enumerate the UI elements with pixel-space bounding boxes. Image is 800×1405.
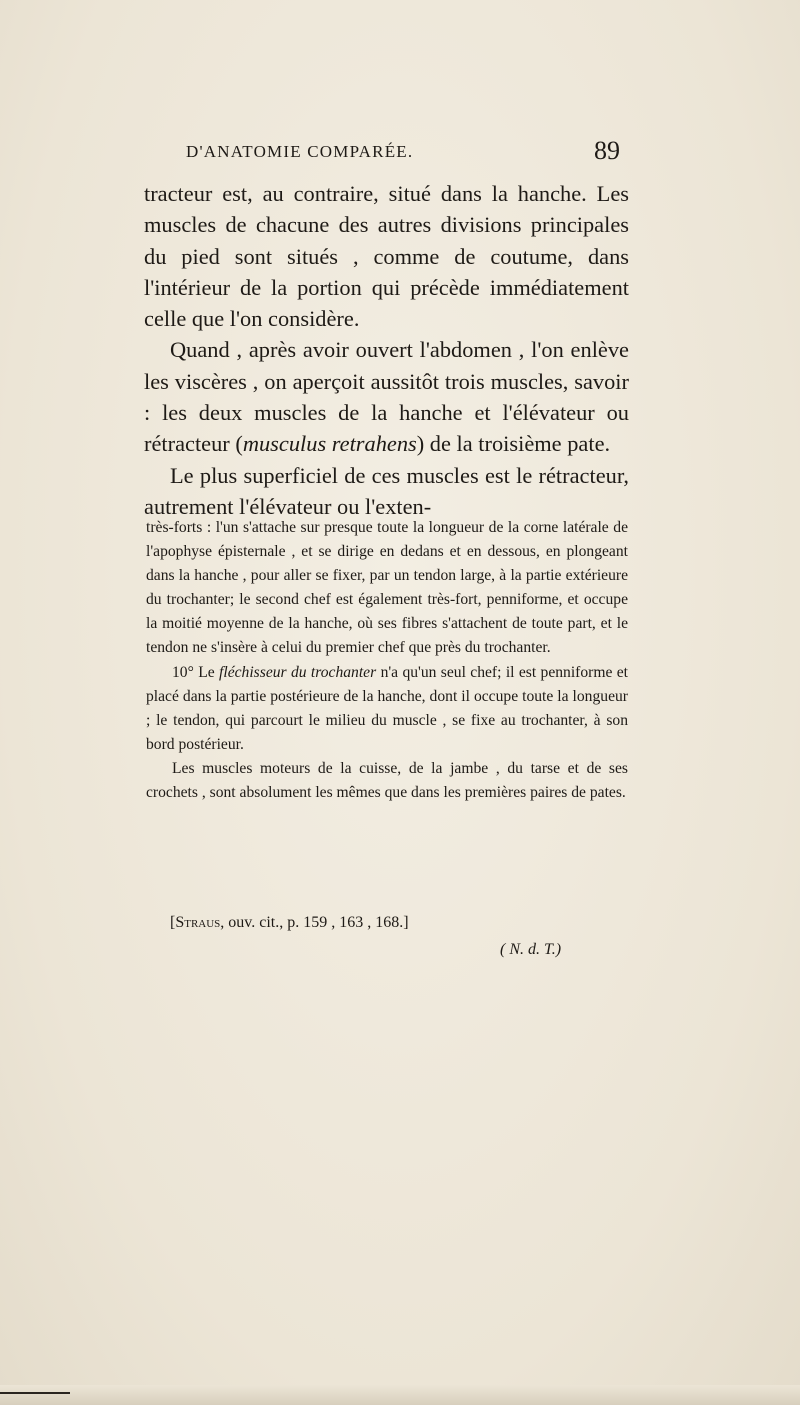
body-paragraph-2-end: ) de la troisième pate. [416,431,611,457]
citation-reference: , ouv. cit., p. 159 , 163 , 168.] [220,914,409,931]
page-bottom-edge [0,1385,800,1405]
body-paragraph-1: tracteur est, au contraire, situé dans la hanche. Les muscles de chacune des autres divisions principales du pied sont situés , comme de coutume, dans l'intérieur de la portion qui précède immédiatement celle que l'on considère. [144,181,629,332]
note-paragraph-3: Les muscles moteurs de la cuisse, de la jambe , du tarse et de ses crochets , sont absolument les mêmes que dans les premières paires de pates. [146,759,628,802]
note-item-number: 10° [172,663,194,681]
footnote-block [146,516,628,805]
citation [170,914,409,932]
latin-muscle-name: musculus retrahens [242,431,417,457]
note-paragraph-2 [146,661,628,757]
page-number: 89 [594,136,620,165]
citation-open-bracket: [ [170,914,176,931]
page-header [150,136,620,172]
note-paragraph-1: très-forts : l'un s'attache sur presque toute la longueur de la corne latérale de l'apophyse épisternale , et se dirige en dedans et en dessous, en plongeant dans la hanche , pour aller se fixer, par un tendon large, à la partie extérieure du trochanter; le second chef est également très-fort, penniforme, et occupe la moitié moyenne de la hanche, où ses fibres s'attachent de toute part, et le tendon ne s'insère à celui du premier chef que près du trochanter. [146,519,628,657]
italic-muscle-name: fléchisseur du trochanter [219,663,377,681]
body-paragraph-2-start: Quand , après avoir ouvert l'abdomen , l'on enlève les viscères , on aperçoit aussitôt trois muscles, savoir : les deux muscles de la hanche et l'élévateur ou rétracteur ( [144,337,629,457]
note-article: Le [198,663,215,681]
bottom-edge-line [0,1392,70,1394]
running-title: D'ANATOMIE COMPARÉE. [186,142,414,161]
note-paragraph-2-rest: n'a qu'un seul chef; il est penniforme et placé dans la partie postérieure de la hanche, dont il occupe toute la longueur ; le tendon, qui parcourt le milieu du muscle , se fixe au trochanter, à son bord postérieur. [146,663,629,753]
main-body-text [144,178,629,522]
body-paragraph-3: Le plus superficiel de ces muscles est le rétracteur, autrement l'élévateur ou l'exten- [144,462,629,519]
citation-author: Straus [175,914,221,931]
translator-note-signature: ( N. d. T.) [500,941,562,958]
body-paragraph-2 [144,334,629,459]
